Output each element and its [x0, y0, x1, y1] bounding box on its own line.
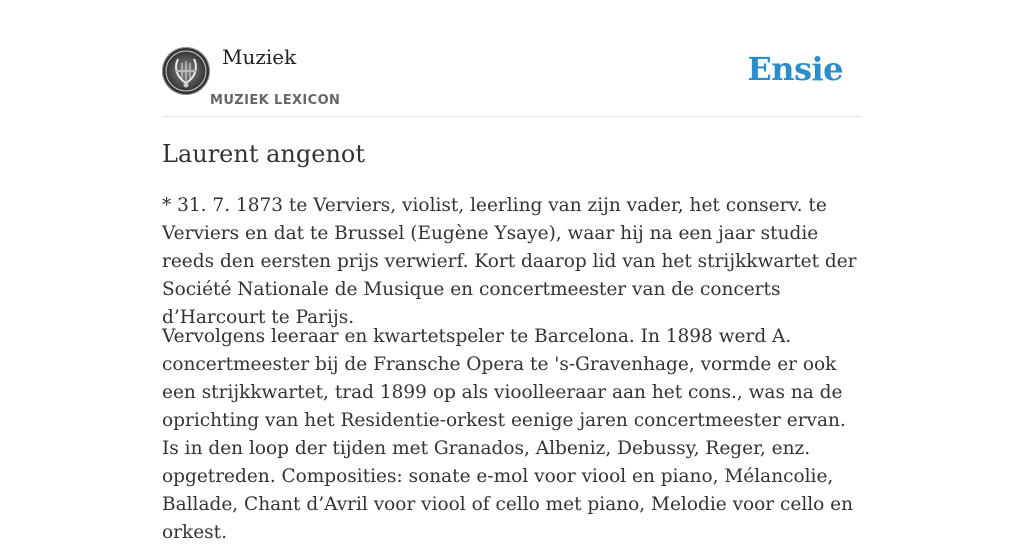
site-subtitle[interactable]: MUZIEK LEXICON [210, 93, 341, 108]
lyre-emblem-icon[interactable] [162, 47, 210, 95]
article-paragraph: * 31. 7. 1873 te Verviers, violist, leerling van zijn vader, het conserv. te Verviers en dat te Brussel (Eugène Ysaye), waar hij na een jaar studie reeds den eersten prijs verwierf. Kort daarop lid van het strijkkwartet der Société Nationale de Musique en concertmeester van de concerts d’Harcourt te Parijs. [162, 195, 857, 328]
site-title[interactable]: Muziek [222, 45, 297, 69]
page-title: Laurent angenot [162, 140, 365, 168]
brand-logo[interactable]: Ensie [747, 50, 843, 88]
site-header [162, 0, 862, 117]
article-paragraph: Vervolgens leeraar en kwartetspeler te Barcelona. In 1898 werd A. concertmeester bij de Fransche Opera te 's-Gravenhage, vormde er ook een strijkkwartet, trad 1899 op als vioolleeraar aan het cons., was na de oprichting van het Residentie-orkest eenige jaren concertmeester ervan. Is in den loop der tijden met Granados, Albeniz, Debussy, Reger, enz. opgetreden. Composities: sonate e-mol voor viool en piano, Mélancolie, Ballade, Chant d’Avril voor viool of cello met piano, Melodie voor cello en orkest. [162, 326, 854, 543]
